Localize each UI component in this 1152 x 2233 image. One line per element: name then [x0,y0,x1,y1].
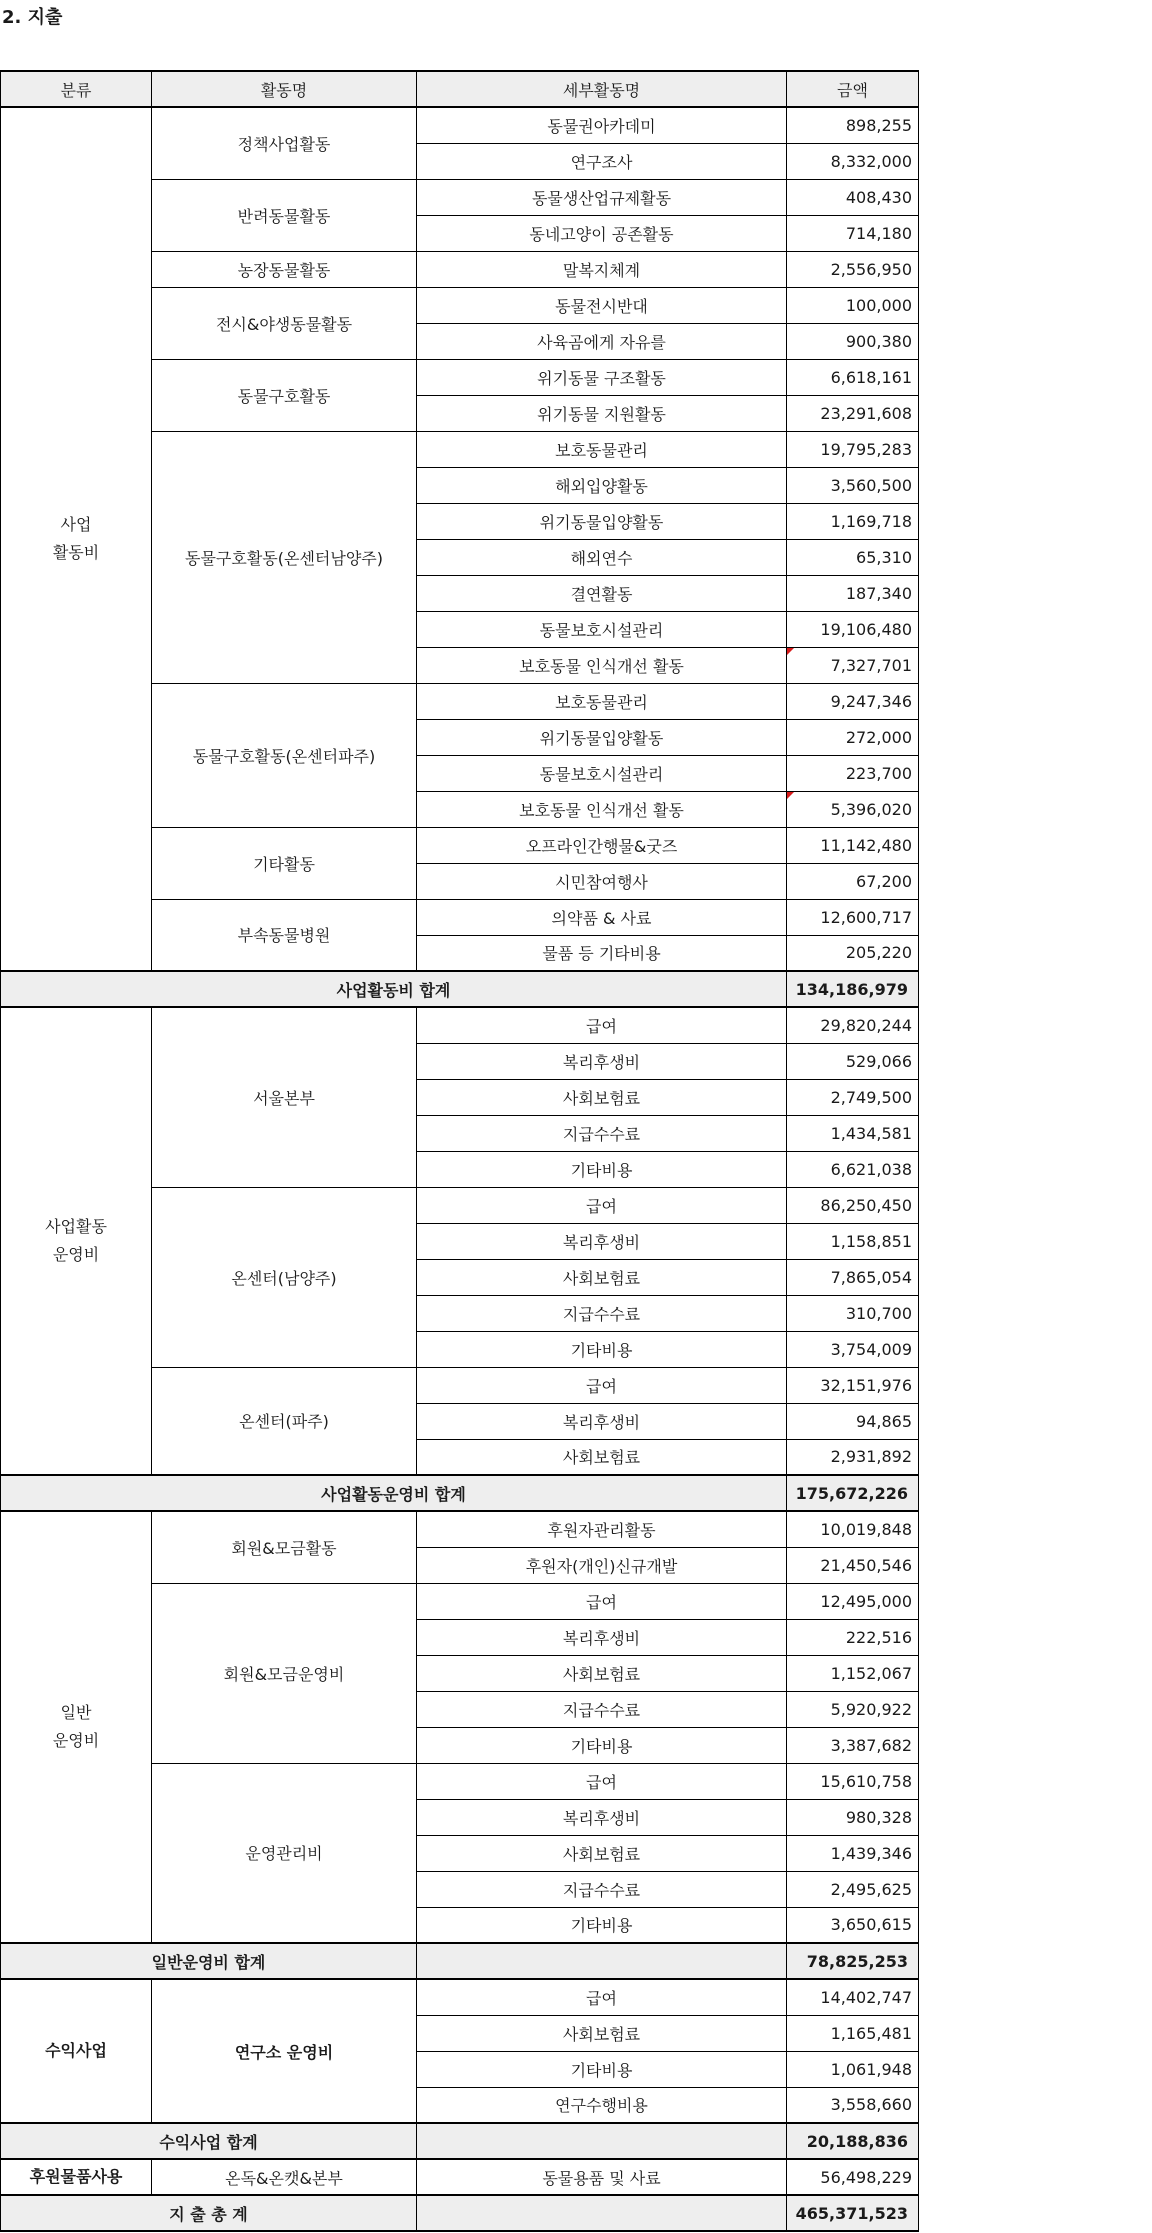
detail-cell: 급여 [417,1187,787,1223]
amount-cell: 1,061,948 [787,2051,919,2087]
amount-cell: 29,820,244 [787,1007,919,1043]
expenditure-table [0,70,919,2232]
subtotal-row [1,1475,919,1511]
subtotal-label: 일반운영비 합계 [1,1943,417,1979]
subtotal-label: 사업활동운영비 합계 [1,1475,787,1511]
table-row [1,1511,919,1547]
detail-cell: 복리후생비 [417,1223,787,1259]
detail-cell: 지급수수료 [417,1115,787,1151]
category-cell: 일반 운영비 [1,1511,152,1943]
amount-cell: 6,618,161 [787,359,919,395]
activity-cell: 연구소 운영비 [152,1979,417,2123]
amount-cell: 205,220 [787,935,919,971]
detail-cell: 말복지체계 [417,251,787,287]
detail-cell: 급여 [417,1367,787,1403]
subtotal-amount: 78,825,253 [787,1943,919,1979]
activity-cell: 전시&야생동물활동 [152,287,417,359]
activity-cell: 온센터(파주) [152,1367,417,1475]
amount-cell: 714,180 [787,215,919,251]
amount-cell: 19,795,283 [787,431,919,467]
amount-cell: 1,434,581 [787,1115,919,1151]
table-row [1,1979,919,2015]
amount-cell: 23,291,608 [787,395,919,431]
detail-cell: 동물용품 및 사료 [417,2159,787,2195]
subtotal-row [1,1943,919,1979]
detail-cell: 오프라인간행물&굿즈 [417,827,787,863]
activity-cell: 동물구호활동(온센터남양주) [152,431,417,683]
detail-cell: 시민참여행사 [417,863,787,899]
amount-cell: 2,556,950 [787,251,919,287]
grand-total-label: 지 출 총 계 [1,2195,417,2231]
amount-cell: 310,700 [787,1295,919,1331]
amount-cell: 9,247,346 [787,683,919,719]
amount-cell: 2,931,892 [787,1439,919,1475]
amount-cell: 898,255 [787,107,919,143]
amount-cell: 1,169,718 [787,503,919,539]
amount-cell: 3,558,660 [787,2087,919,2123]
amount-cell: 2,495,625 [787,1871,919,1907]
amount-cell: 14,402,747 [787,1979,919,2015]
detail-cell: 물품 등 기타비용 [417,935,787,971]
activity-cell: 반려동물활동 [152,179,417,251]
activity-cell: 부속동물병원 [152,899,417,971]
detail-cell: 급여 [417,1583,787,1619]
category-cell: 사업 활동비 [1,107,152,971]
table-header-row [1,71,919,107]
amount-cell: 7,865,054 [787,1259,919,1295]
activity-cell: 온독&온캣&본부 [152,2159,417,2195]
detail-cell: 지급수수료 [417,1295,787,1331]
detail-cell: 보호동물관리 [417,431,787,467]
amount-cell: 5,396,020 [787,791,919,827]
amount-cell: 187,340 [787,575,919,611]
detail-cell: 기타비용 [417,1151,787,1187]
detail-cell: 의약품 & 사료 [417,899,787,935]
subtotal-amount: 20,188,836 [787,2123,919,2159]
detail-cell: 동네고양이 공존활동 [417,215,787,251]
amount-cell: 32,151,976 [787,1367,919,1403]
detail-cell: 사회보험료 [417,1835,787,1871]
grand-total-row [1,2195,919,2231]
amount-cell: 3,650,615 [787,1907,919,1943]
amount-cell: 5,920,922 [787,1691,919,1727]
amount-cell: 1,165,481 [787,2015,919,2051]
detail-cell: 보호동물 인식개선 활동 [417,791,787,827]
detail-cell: 급여 [417,1763,787,1799]
amount-cell: 12,600,717 [787,899,919,935]
detail-cell: 기타비용 [417,1331,787,1367]
detail-cell: 사회보험료 [417,1259,787,1295]
amount-cell: 21,450,546 [787,1547,919,1583]
amount-cell: 56,498,229 [787,2159,919,2195]
header-detail: 세부활동명 [417,71,787,107]
activity-cell: 서울본부 [152,1007,417,1187]
subtotal-label: 사업활동비 합계 [1,971,787,1007]
detail-cell: 기타비용 [417,1727,787,1763]
amount-cell: 1,158,851 [787,1223,919,1259]
activity-cell: 농장동물활동 [152,251,417,287]
subtotal-label: 수익사업 합계 [1,2123,417,2159]
detail-cell: 결연활동 [417,575,787,611]
detail-cell: 기타비용 [417,1907,787,1943]
amount-cell: 272,000 [787,719,919,755]
activity-cell: 동물구호활동(온센터파주) [152,683,417,827]
amount-cell: 6,621,038 [787,1151,919,1187]
amount-cell: 12,495,000 [787,1583,919,1619]
amount-cell: 1,439,346 [787,1835,919,1871]
detail-cell: 복리후생비 [417,1619,787,1655]
amount-cell: 15,610,758 [787,1763,919,1799]
amount-cell: 3,560,500 [787,467,919,503]
detail-cell: 연구조사 [417,143,787,179]
amount-cell: 408,430 [787,179,919,215]
amount-cell: 980,328 [787,1799,919,1835]
table-row [1,1007,919,1043]
activity-cell: 회원&모금활동 [152,1511,417,1583]
detail-cell: 동물전시반대 [417,287,787,323]
subtotal-empty-cell [417,2123,787,2159]
detail-cell: 급여 [417,1007,787,1043]
header-activity: 활동명 [152,71,417,107]
subtotal-row [1,971,919,1007]
amount-cell: 529,066 [787,1043,919,1079]
activity-cell: 정책사업활동 [152,107,417,179]
subtotal-amount: 175,672,226 [787,1475,919,1511]
header-category: 분류 [1,71,152,107]
subtotal-amount: 134,186,979 [787,971,919,1007]
table-row [1,107,919,143]
detail-cell: 사회보험료 [417,1439,787,1475]
detail-cell: 보호동물 인식개선 활동 [417,647,787,683]
grand-total-empty-cell [417,2195,787,2231]
activity-cell: 온센터(남양주) [152,1187,417,1367]
activity-cell: 동물구호활동 [152,359,417,431]
detail-cell: 동물권아카데미 [417,107,787,143]
detail-cell: 위기동물입양활동 [417,503,787,539]
amount-cell: 67,200 [787,863,919,899]
detail-cell: 사회보험료 [417,1079,787,1115]
detail-cell: 동물생산업규제활동 [417,179,787,215]
detail-cell: 보호동물관리 [417,683,787,719]
table-row [1,2159,919,2195]
amount-cell: 8,332,000 [787,143,919,179]
detail-cell: 위기동물 지원활동 [417,395,787,431]
detail-cell: 해외입양활동 [417,467,787,503]
amount-cell: 94,865 [787,1403,919,1439]
detail-cell: 연구수행비용 [417,2087,787,2123]
detail-cell: 지급수수료 [417,1871,787,1907]
grand-total-amount: 465,371,523 [787,2195,919,2231]
amount-cell: 10,019,848 [787,1511,919,1547]
amount-cell: 7,327,701 [787,647,919,683]
amount-cell: 900,380 [787,323,919,359]
amount-cell: 86,250,450 [787,1187,919,1223]
header-amount: 금액 [787,71,919,107]
detail-cell: 사회보험료 [417,1655,787,1691]
detail-cell: 해외연수 [417,539,787,575]
detail-cell: 사회보험료 [417,2015,787,2051]
detail-cell: 복리후생비 [417,1043,787,1079]
detail-cell: 기타비용 [417,2051,787,2087]
amount-cell: 3,387,682 [787,1727,919,1763]
activity-cell: 운영관리비 [152,1763,417,1943]
category-cell: 수익사업 [1,1979,152,2123]
detail-cell: 위기동물입양활동 [417,719,787,755]
amount-cell: 3,754,009 [787,1331,919,1367]
detail-cell: 동물보호시설관리 [417,755,787,791]
amount-cell: 65,310 [787,539,919,575]
category-cell: 후원물품사용 [1,2159,152,2195]
amount-cell: 19,106,480 [787,611,919,647]
page-title: 2. 지출 [2,7,63,28]
amount-cell: 1,152,067 [787,1655,919,1691]
detail-cell: 후원자(개인)신규개발 [417,1547,787,1583]
detail-cell: 후원자관리활동 [417,1511,787,1547]
detail-cell: 지급수수료 [417,1691,787,1727]
category-cell: 사업활동 운영비 [1,1007,152,1475]
activity-cell: 기타활동 [152,827,417,899]
amount-cell: 11,142,480 [787,827,919,863]
detail-cell: 위기동물 구조활동 [417,359,787,395]
amount-cell: 223,700 [787,755,919,791]
amount-cell: 222,516 [787,1619,919,1655]
detail-cell: 급여 [417,1979,787,2015]
subtotal-row [1,2123,919,2159]
activity-cell: 회원&모금운영비 [152,1583,417,1763]
detail-cell: 복리후생비 [417,1799,787,1835]
amount-cell: 100,000 [787,287,919,323]
detail-cell: 사육곰에게 자유를 [417,323,787,359]
detail-cell: 동물보호시설관리 [417,611,787,647]
amount-cell: 2,749,500 [787,1079,919,1115]
detail-cell: 복리후생비 [417,1403,787,1439]
subtotal-empty-cell [417,1943,787,1979]
